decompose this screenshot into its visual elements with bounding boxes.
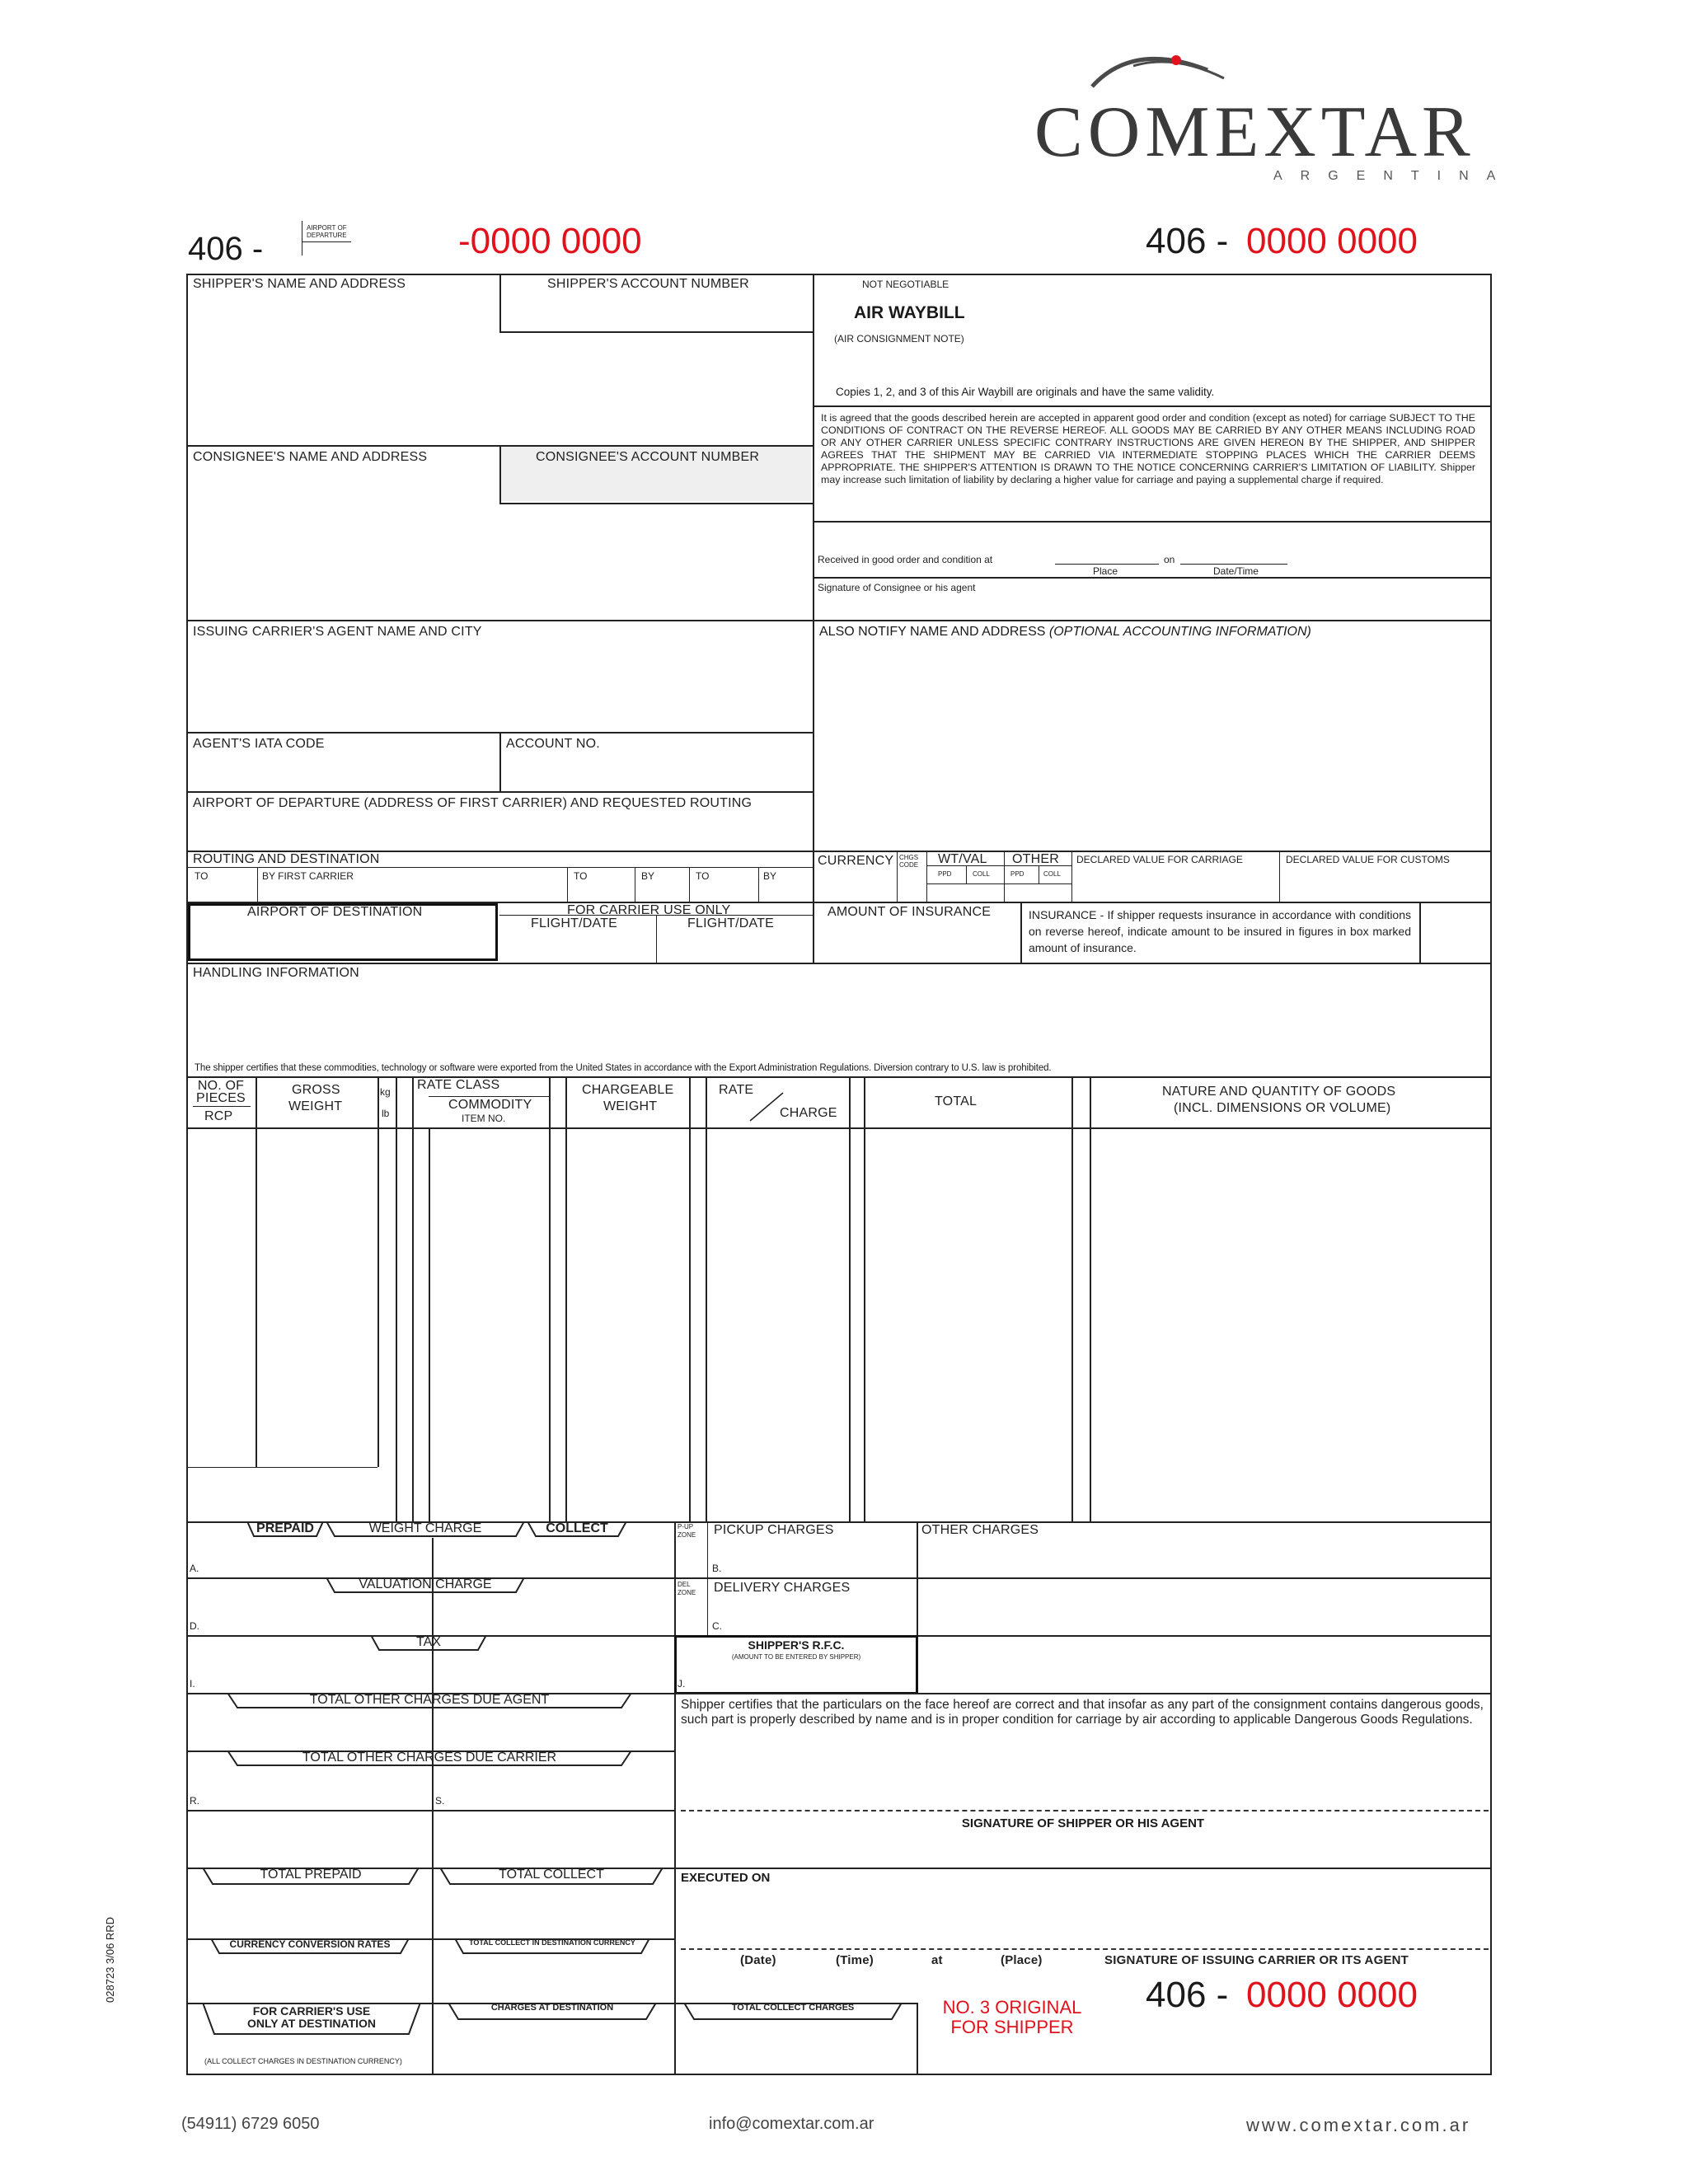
commodity-label: COMMODITY: [448, 1098, 532, 1112]
flight-date-label-2: FLIGHT/DATE: [687, 916, 775, 930]
total-other-agent-tab: TOTAL OTHER CHARGES DUE AGENT: [227, 1693, 631, 1709]
place-label-bottom: (Place): [1001, 1953, 1043, 1967]
label-d: D.: [190, 1620, 199, 1632]
amount-insurance-label: AMOUNT OF INSURANCE: [828, 905, 992, 919]
date-label: (Date): [740, 1953, 776, 1967]
collect-tab: COLLECT: [528, 1521, 626, 1538]
shipper-name-label: SHIPPER'S NAME AND ADDRESS: [193, 277, 406, 291]
waybill-title: AIR WAYBILL: [854, 303, 965, 322]
by-label-2: BY: [641, 870, 655, 882]
consignee-name-label: CONSIGNEE'S NAME AND ADDRESS: [193, 450, 428, 464]
rate-label: RATE: [719, 1083, 754, 1097]
chgs-code-label: CHGS CODE: [899, 854, 919, 869]
flight-date-label-1: FLIGHT/DATE: [531, 916, 618, 930]
chargeable-weight-label: WEIGHT: [603, 1099, 658, 1113]
label-a: A.: [190, 1563, 199, 1574]
tax-tab: TAX: [371, 1635, 486, 1652]
issuing-agent-field[interactable]: [190, 643, 808, 725]
airport-destination-label: AIRPORT OF DESTINATION: [247, 905, 423, 919]
shipper-name-field[interactable]: [190, 295, 495, 440]
rcp-label: RCP: [204, 1109, 233, 1123]
label-i: I.: [190, 1678, 195, 1690]
footer-web[interactable]: www.comextar.com.ar: [1246, 2115, 1471, 2135]
carrier-use-dest-tab: FOR CARRIER'S USE ONLY AT DESTINATION: [203, 2003, 420, 2036]
prepaid-tab: PREPAID: [247, 1521, 323, 1538]
consignee-account-label: CONSIGNEE'S ACCOUNT NUMBER: [536, 450, 760, 464]
at-label: at: [931, 1953, 943, 1967]
rate-class-label: RATE CLASS: [417, 1078, 500, 1092]
on-label: on: [1164, 554, 1175, 565]
signature-consignee-label: Signature of Consignee or his agent: [818, 582, 976, 593]
shipper-rfc-label: SHIPPER'S R.F.C.: [748, 1638, 845, 1652]
weight-charge-tab: WEIGHT CHARGE: [326, 1521, 524, 1538]
awb-prefix-right: 406 -: [1146, 221, 1229, 261]
carrier-use-only-label: FOR CARRIER USE ONLY: [567, 903, 731, 917]
by-label-3: BY: [763, 870, 777, 882]
received-label: Received in good order and condition at: [818, 554, 993, 565]
datetime-label: Date/Time: [1213, 565, 1259, 577]
shipper-account-field[interactable]: [503, 295, 809, 330]
item-no-label: ITEM NO.: [462, 1113, 506, 1124]
awb-prefix-bottom: 406 -: [1146, 1975, 1229, 2015]
chargeable-label: CHARGEABLE: [582, 1083, 674, 1097]
airport-of-departure-small: AIRPORT OF DEPARTURE: [307, 224, 347, 239]
also-notify-field[interactable]: [818, 643, 1487, 841]
nature-sub-label: (INCL. DIMENSIONS OR VOLUME): [1174, 1101, 1391, 1115]
delivery-charges-label: DELIVERY CHARGES: [714, 1581, 851, 1595]
total-label: TOTAL: [935, 1094, 978, 1108]
insurance-text: INSURANCE - If shipper requests insurance in accordance with conditions on reverse hereof, indicate amount to be insured in figures in box marked amount of insurance.: [1029, 908, 1411, 954]
comextar-logo: [1034, 45, 1514, 185]
logo-sub: ARGENTINA: [1273, 169, 1514, 183]
not-negotiable: NOT NEGOTIABLE: [862, 279, 950, 290]
nature-label: NATURE AND QUANTITY OF GOODS: [1162, 1085, 1396, 1099]
charge-label: CHARGE: [780, 1106, 837, 1120]
pickup-zone-label: P-UP ZONE: [678, 1523, 696, 1539]
awb-number-right: 0000 0000: [1246, 221, 1418, 261]
charges-dest-tab: CHARGES AT DESTINATION: [448, 2003, 656, 2021]
time-label: (Time): [836, 1953, 874, 1967]
logo-swoosh-icon: [1084, 45, 1249, 95]
conversion-rates-tab: CURRENCY CONVERSION RATES: [211, 1938, 409, 1955]
other-label: OTHER: [1012, 852, 1059, 866]
weight-label: WEIGHT: [288, 1099, 343, 1113]
label-s: S.: [435, 1795, 445, 1807]
collect-dest-currency-tab: TOTAL COLLECT IN DESTINATION CURRENCY: [455, 1938, 649, 1955]
goods-table-body[interactable]: [190, 1131, 1489, 1520]
shipper-rfc-sub: (AMOUNT TO BE ENTERED BY SHIPPER): [731, 1653, 861, 1661]
other-coll: COLL: [1043, 870, 1061, 878]
signature-issuing-label: SIGNATURE OF ISSUING CARRIER OR ITS AGENT: [1104, 1953, 1409, 1967]
pieces-label: NO. OF PIECES: [196, 1079, 246, 1105]
awb-prefix-left: 406 -: [188, 231, 264, 267]
label-r: R.: [190, 1795, 199, 1807]
account-no-label: ACCOUNT NO.: [506, 737, 600, 751]
other-ppd: PPD: [1010, 870, 1025, 878]
label-c: C.: [712, 1620, 722, 1632]
to-label-1: TO: [195, 870, 209, 882]
to-label-3: TO: [696, 870, 710, 882]
total-collect-tab: TOTAL COLLECT: [440, 1868, 663, 1886]
total-prepaid-tab: TOTAL PREPAID: [203, 1868, 419, 1886]
all-collect-label: (ALL COLLECT CHARGES IN DESTINATION CURRENCY): [204, 2057, 402, 2065]
total-collect-charges-tab: TOTAL COLLECT CHARGES: [684, 2003, 902, 2021]
wtval-coll: COLL: [973, 870, 990, 878]
lb-label: lb: [382, 1108, 390, 1119]
del-zone-label: DEL ZONE: [678, 1581, 696, 1596]
handling-field[interactable]: [190, 984, 1489, 1058]
footer-email[interactable]: info@comextar.com.ar: [709, 2115, 874, 2133]
routing-label: ROUTING AND DESTINATION: [193, 852, 380, 866]
label-b: B.: [712, 1563, 722, 1574]
wtval-ppd: PPD: [938, 870, 952, 878]
declared-carriage-label: DECLARED VALUE FOR CARRIAGE: [1076, 854, 1243, 865]
wt-val-label: WT/VAL: [938, 852, 987, 866]
waybill-subtitle: (AIR CONSIGNMENT NOTE): [834, 333, 964, 344]
consignee-name-field[interactable]: [190, 468, 495, 616]
airport-departure-label: AIRPORT OF DEPARTURE (ADDRESS OF FIRST CARRIER) AND REQUESTED ROUTING: [193, 796, 753, 810]
awb-number-left: -0000 0000: [458, 221, 642, 261]
signature-shipper-label: SIGNATURE OF SHIPPER OR HIS AGENT: [961, 1816, 1205, 1830]
label-j: J.: [678, 1678, 686, 1690]
original-for-shipper: NO. 3 ORIGINAL FOR SHIPPER: [942, 1997, 1082, 2037]
executed-on-label: EXECUTED ON: [681, 1871, 771, 1885]
to-label-2: TO: [574, 870, 588, 882]
place-label: Place: [1093, 565, 1118, 577]
by-first-carrier-label: BY FIRST CARRIER: [262, 870, 354, 882]
logo-name: COMEXTAR: [1034, 92, 1475, 172]
side-code: 028723 3/06 RRD: [104, 1916, 116, 2003]
export-text: The shipper certifies that these commodities, technology or software were exported from the United States in accordance with the Export Administration Regulations. Diversion contrary to U.S. law is prohibited.: [195, 1063, 1052, 1073]
agent-iata-label: AGENT'S IATA CODE: [193, 737, 325, 751]
copies-text: Copies 1, 2, and 3 of this Air Waybill are originals and have the same validity.: [836, 386, 1215, 398]
gross-label: GROSS: [292, 1083, 340, 1097]
declared-customs-label: DECLARED VALUE FOR CUSTOMS: [1286, 854, 1450, 865]
footer-phone: (54911) 6729 6050: [181, 2115, 320, 2133]
also-notify-label: ALSO NOTIFY NAME AND ADDRESS (OPTIONAL ACCOUNTING INFORMATION): [819, 625, 1311, 639]
issuing-agent-label: ISSUING CARRIER'S AGENT NAME AND CITY: [193, 625, 482, 639]
valuation-charge-tab: VALUATION CHARGE: [326, 1577, 524, 1594]
pickup-charges-label: PICKUP CHARGES: [714, 1523, 834, 1537]
other-charges-label: OTHER CHARGES: [921, 1523, 1039, 1537]
shipper-account-label: SHIPPER'S ACCOUNT NUMBER: [547, 277, 749, 291]
handling-label: HANDLING INFORMATION: [193, 966, 359, 980]
currency-label: CURRENCY: [818, 854, 894, 868]
awb-number-bottom: 0000 0000: [1246, 1975, 1418, 2015]
certify-text: Shipper certifies that the particulars on the face hereof are correct and that insofar as any part of the consignment contains dangerous goods, such part is properly described by name and is in proper condition for carriage by air according to applicable Dangerous Goods Regulations.: [681, 1698, 1484, 1727]
conditions-text: It is agreed that the goods described herein are accepted in apparent good order and condition (except as noted) for carriage SUBJECT TO THE CONDITIONS OF CONTRACT ON THE REVERSE HEREOF. ALL GOODS MAY BE CARRIED BY ANY OTHER MEANS INCLUDING ROAD OR ANY OTHER CARRIER UNLESS SPECIFIC CONTRARY INSTRUCTIONS ARE GIVEN HEREON BY THE SHIPPER, AND SHIPPER AGREES THAT THE SHIPMENT MAY BE CARRIED VIA INTERMEDIATE STOPPING PLACES WHICH THE CARRIER DEEMS APPROPRIATE. THE SHIPPER'S ATTENTION IS DRAWN TO THE NOTICE CONCERNING CARRIER'S LIMITATION OF LIABILITY. Shipper may increase such limitation of liability by declaring a higher value for carriage and paying a supplemental charge if required.: [821, 412, 1475, 485]
kg-label: kg: [380, 1086, 391, 1098]
total-other-carrier-tab: TOTAL OTHER CHARGES DUE CARRIER: [227, 1750, 631, 1767]
